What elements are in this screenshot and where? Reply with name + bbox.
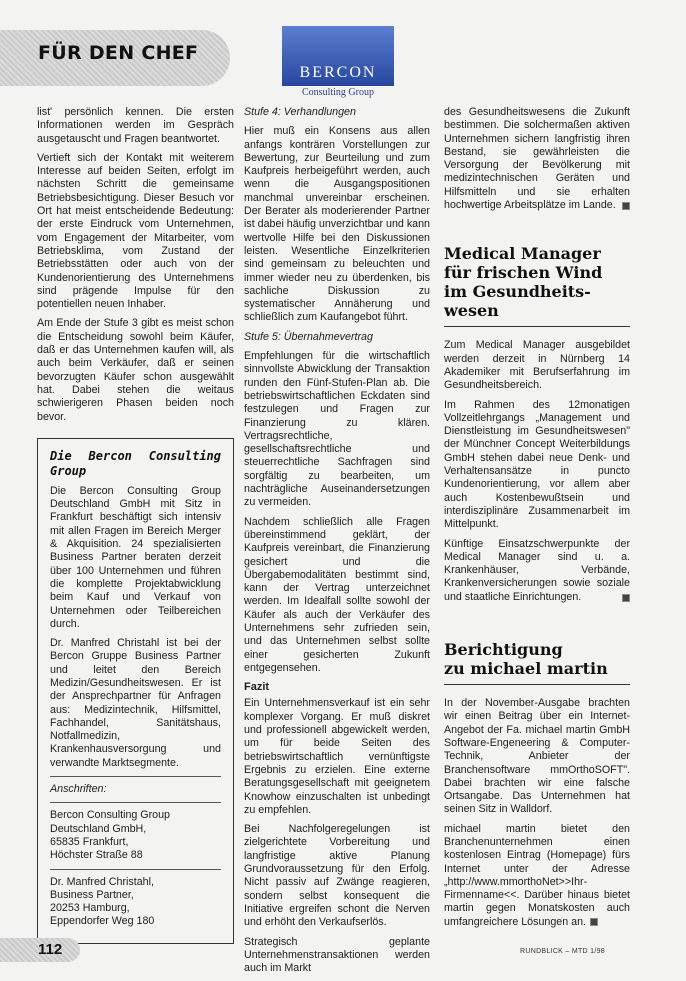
paragraph: Nachdem schließlich alle Fragen übereinstimmend geklärt, der Kaufpreis vereinbart, die Finanzierung gesichert und die Übergabemodalitäten bestimmt sind, kann der Vertrag unterzeichnet werden. Im Idealfall sollte sowohl der Käufer als auch der Verkäufer des Unternehmens sehr zufrieden sein, und das Unternehmen selbst sollte einer gesicherten Zukunft entgegensehen. — [244, 515, 430, 674]
stage4-heading: Stufe 4: Verhandlungen — [244, 106, 356, 118]
publication-footer: RUNDBLICK – MTD 1/98 — [520, 948, 605, 955]
fazit-heading: Fazit — [244, 681, 270, 694]
paragraph: Vertieft sich der Kontakt mit weiterem Interesse auf beiden Seiten, erfolgt im nächsten Schritt die gemeinsame Betriebsbesichtigung. Dieser Besuch vor Ort hat meist entscheidende Bedeutung: der erste Eindruck vom Unternehmen, vom Engagement der Mitarbeiter, vom Betriebsklima, vom Zustand der Betriebsstätten oder auch von der Kundenorientierung des Unternehmens sind prägende Impulse für den potentiellen neuen Inhaber. — [37, 151, 234, 311]
paragraph — [444, 106, 630, 212]
paragraph: list' persönlich kennen. Die ersten Informationen werden im Gespräch ausgetauscht und Fragen beantwortet. — [37, 106, 234, 145]
info-box-title: Die Bercon Consulting Group — [50, 448, 221, 478]
paragraph: Bei Nachfolgeregelungen ist zielgerichtete Vorbereitung und langfristige aktive Planung Grundvoraussetzung für den Erfolg. Nicht passiv auf Zwänge reagieren, sondern selbst konsequent die Initiative ergreifen schont die Nerven und erhöht den Verkaufserlös. — [244, 823, 430, 929]
paragraph: Strategisch geplante Unternehmenstransaktionen werden auch im Markt — [244, 935, 430, 975]
column-2 — [244, 106, 430, 981]
column-3 — [444, 106, 630, 935]
article-title-medical-manager: Medical Manager für frischen Wind im Gesundheits- wesen — [444, 244, 603, 321]
paragraph: Empfehlungen für die wirtschaftlich sinnvollste Abwicklung der Transaktion runden den Fünf-Stufen-Plan ab. Die betriebswirtschaftlichen Eckdaten sind festzulegen und Fragen zur Finanzierung zu klären. Vertragsrechtliche, gesellschaftsrechtliche und steuerrechtliche Sachfragen sind sorgfältig zu bearbeiten, um nachträgliche Auseinandersetzungen zu vermeiden. — [244, 350, 430, 509]
page-number: 112 — [38, 941, 63, 958]
paragraph: Ein Unternehmensverkauf ist ein sehr komplexer Vorgang. Er muß diskret und professionell abgewickelt werden, um für beide Seiten des betriebswirtschaftlich vernünftigste Ergebnis zu erzielen. Eine externe Beratungsgesellschaft mit geeignetem Knowhow einzuschalten ist unbedingt zu empfehlen. — [244, 697, 430, 816]
info-box — [37, 438, 234, 944]
logo-subtitle: Consulting Group — [302, 87, 374, 98]
divider — [50, 802, 221, 803]
paragraph-text: Künftige Einsatzschwerpunkte der Medical Manager sind u. a. Krankenhäuser, Verbände, Krankenversicherungen sowie soziale und staatliche Einrichtungen. — [444, 537, 630, 603]
info-box-paragraph: Dr. Manfred Christahl ist bei der Bercon Gruppe Business Partner und leitet den Bereich Medizin/Gesundheitswesen. Er ist der Ansprechpartner für Anfragen aus: Medizintechnik, Hilfsmittel, Fachhandel, Sanitätshaus, Notfallmedizin, Krankenhausversorgung und verwandte Marktsegmente. — [50, 637, 221, 769]
title-rule — [444, 684, 630, 685]
column-1 — [37, 106, 234, 944]
bercon-logo — [282, 26, 394, 98]
paragraph-text: michael martin bietet den Branchenunternehmen einen kostenlosen Eintrag (Homepage) fürs Internet unter der Adresse „http://www.mmorthoNet>>Ihr-Firmenname<<. Darüber hinaus bietet martin gegen Monatskosten auch umfangreichere Lösungen an. — [444, 822, 630, 928]
paragraph: Zum Medical Manager ausgebildet werden derzeit in Nürnberg 14 Akademiker mit Berufserfahrung im Gesundheitsbereich. — [444, 339, 630, 392]
logo-wordmark: BERCON — [299, 64, 377, 81]
end-mark-icon — [622, 594, 630, 602]
paragraph — [444, 538, 630, 604]
paragraph: Im Rahmen des 12monatigen Vollzeitlehrgangs „Management und Dienstleistung im Gesundheitswesen" der Münchner Concept Weiterbildungs GmbH stehen dabei neue Denk- und Verhaltensansätze in puncto Kundenorientierung, vor allem aber auch Kostenbewußtsein und interdisziplinäre Zusammenarbeit im Mittelpunkt. — [444, 398, 630, 531]
end-mark-icon — [622, 202, 630, 210]
address-bercon: Bercon Consulting Group Deutschland GmbH, 65835 Frankfurt, Höchster Straße 88 — [50, 809, 171, 862]
divider — [50, 869, 221, 870]
section-title: FÜR DEN CHEF — [38, 42, 199, 64]
address-christahl: Dr. Manfred Christahl, Business Partner, 20253 Hamburg, Eppendorfer Weg 180 — [50, 875, 155, 928]
end-mark-icon — [590, 918, 598, 926]
stage5-heading: Stufe 5: Übernahmevertrag — [244, 330, 373, 343]
divider — [50, 776, 221, 777]
continuation-text: des Gesundheitswesens die Zukunft bestimmen. Die solchermaßen aktiven Unternehmen sichern langfristig ihren Bestand, sie gewährleisten die Versorgung der Bevölkerung mit medizintechnischen Geräten und Hilfsmitteln und sie erhalten hochwertige Arbeitsplätze im Lande. — [444, 106, 630, 212]
info-box-paragraph: Die Bercon Consulting Group Deutschland GmbH mit Sitz in Frankfurt beschäftigt sich intensiv mit allen Fragen im Bereich Merger & Akquisition. 24 spezialisierten Business Partner beraten derzeit über 100 Unternehmen und führen die komplette Projektabwicklung beim Kauf und Verkauf von Unternehmen oder Teilbereichen durch. — [50, 484, 221, 630]
article-title-berichtigung: Berichtigung zu michael martin — [444, 640, 608, 679]
title-rule — [444, 326, 630, 327]
paragraph — [444, 823, 630, 929]
paragraph: Am Ende der Stufe 3 gibt es meist schon die Entscheidung sowohl beim Käufer, daß er das Unternehmen kaufen will, als auch beim Verkäufer, daß er seinen bevorzugten Käufer schon ausgewählt hat. Dabei stehen die weitaus schwierigeren Phasen beiden noch bevor. — [37, 317, 234, 423]
paragraph: Hier muß ein Konsens aus allen anfangs konträren Vorstellungen zur Bewertung, zur Beurteilung und zum Kaufpreis herbeigeführt werden, auch wenn die Ausgangspositionen manchmal unvereinbar erscheinen. Der Berater als moderierender Partner ist dabei häufig unverzichtbar und kann wertvolle Hilfe bei den Diskussionen leisten. Wesentliche Einzelkriterien sind gemeinsam zu beleuchten und immer wieder neu zu überdenken, bis sachliche Diskussion zu systematischer Annäherung und schließlich zum Kaufangebot führt. — [244, 125, 430, 324]
addresses-label: Anschriften: — [50, 783, 107, 796]
paragraph: In der November-Ausgabe brachten wir einen Beitrag über ein Internet-Angebot der Fa. michael martin GmbH Software-Engeneering & Computer-Technik, Anbieter der Branchensoftware mmOrthoSOFT". Dabei brachten wir eine falsche Ortsangabe. Das Unternehmen hat seinen Sitz in Walldorf. — [444, 697, 630, 816]
